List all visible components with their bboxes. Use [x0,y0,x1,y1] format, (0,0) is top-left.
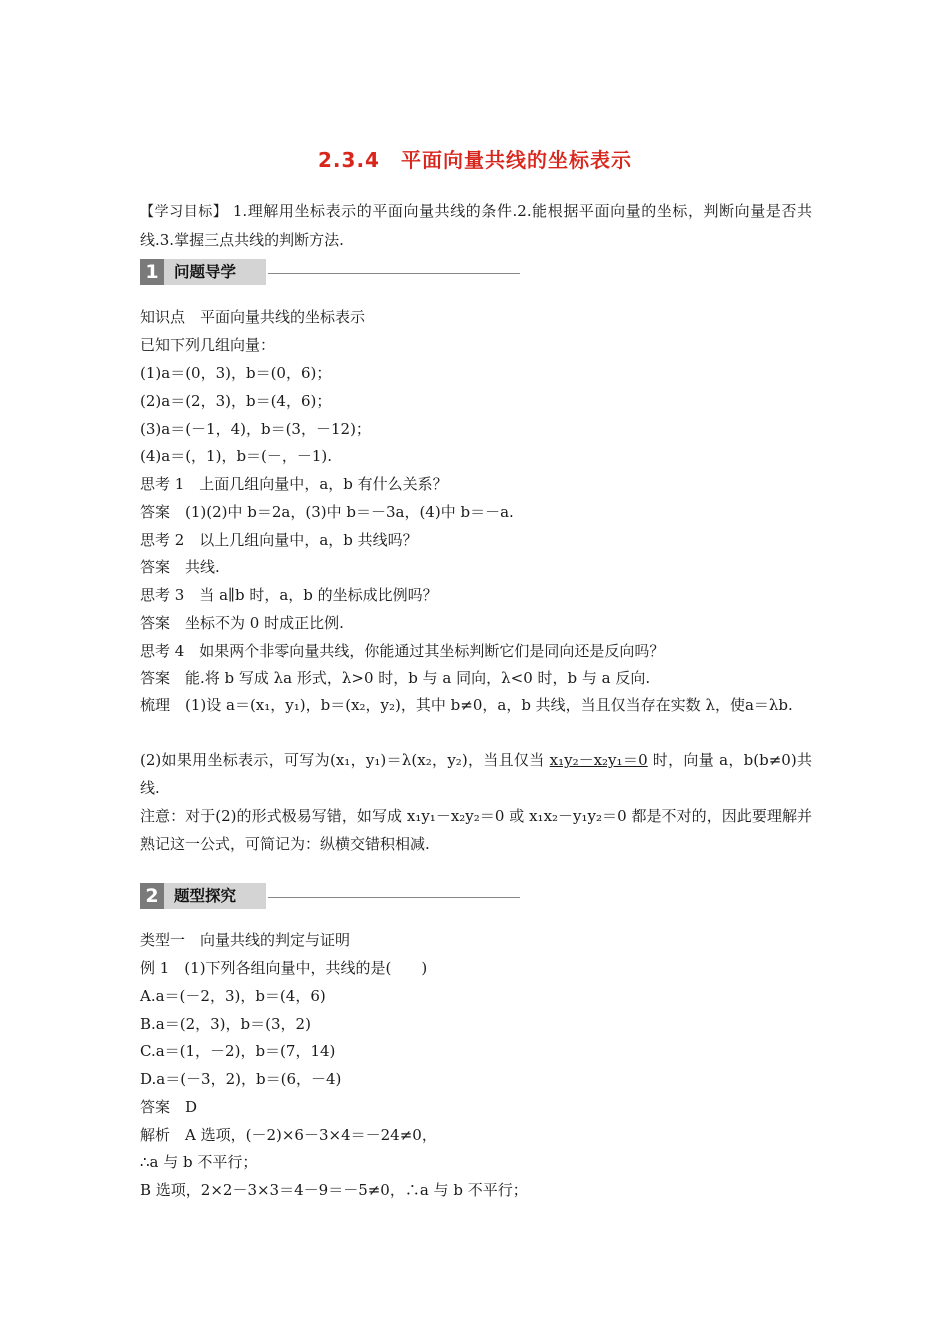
example-1-answer: 答案 D [140,1098,198,1116]
option-c: C.a＝(1，－2)，b＝(7，14) [140,1042,336,1060]
objectives-text: 1.理解用坐标表示的平面向量共线的条件.2.能根据平面向量的坐标，判断向量是否共线.3.掌握三点共线的判断方法. [140,202,812,249]
page-title: 2.3.4 平面向量共线的坐标表示 [318,148,632,172]
section-rule [268,273,520,274]
summary-2-text-end: 时，向量 a，b(b≠0)共线. [140,751,813,797]
option-d: D.a＝(－3，2)，b＝(6，－4) [140,1070,342,1088]
think-question-2: 思考 2 以上几组向量中，a，b 共线吗？ [140,531,418,549]
section-label: 题型探究 [164,883,266,909]
answer-1: 答案 (1)(2)中 b＝2a，(3)中 b＝－3a，(4)中 b＝－a. [140,503,514,521]
text-line: 已知下列几组向量： [140,336,276,354]
answer-2: 答案 共线. [140,558,220,576]
question-type-heading: 类型一 向量共线的判定与证明 [140,931,351,949]
vector-group-1: (1)a＝(0，3)，b＝(0，6)； [140,364,332,382]
option-b: B.a＝(2，3)，b＝(3，2) [140,1015,311,1033]
think-question-1: 思考 1 上面几组向量中，a，b 有什么关系？ [140,475,448,493]
answer-3: 答案 坐标不为 0 时成正比例. [140,614,344,632]
summary-paragraph-2 [140,747,812,802]
think-question-3: 思考 3 当 a∥b 时，a，b 的坐标成比例吗？ [140,586,438,604]
vector-group-3: (3)a＝(－1，4)，b＝(3，－12)； [140,420,371,438]
analysis-line-3: B 选项，2×2－3×3＝4－9＝－5≠0，∴a 与 b 不平行； [140,1181,528,1199]
section-label: 问题导学 [164,259,266,285]
section-rule [268,897,520,898]
objectives-tag: 【学习目标】 [140,204,228,220]
summary-2-text: (2)如果用坐标表示，可写为(x₁，y₁)＝λ(x₂，y₂)，当且仅当 [140,751,550,769]
note-paragraph: 注意：对于(2)的形式极易写错，如写成 x₁y₁－x₂y₂＝0 或 x₁x₂－y₁y₂＝0 都是不对的，因此要理解并熟记这一公式，可简记为：纵横交错积相减. [140,807,812,853]
section-number: 2 [140,883,164,909]
section-number: 1 [140,259,164,285]
fill-in-answer: x₁y₂－x₂y₁＝0 [549,751,648,769]
summary-paragraph-1: 梳理 (1)设 a＝(x₁，y₁)，b＝(x₂，y₂)，其中 b≠0，a，b 共线，当且仅当存在实数 λ，使a＝λb. [140,696,793,714]
analysis-line-1: 解析 A 选项，(－2)×6－3×4＝－24≠0， [140,1126,437,1144]
learning-objectives [140,198,812,254]
think-question-4: 思考 4 如果两个非零向量共线，你能通过其坐标判断它们是同向还是反向吗？ [140,642,665,660]
answer-4: 答案 能.将 b 写成 λa 形式，λ>0 时，b 与 a 同向，λ<0 时，b 与 a 反向. [140,669,651,687]
vector-group-4: (4)a＝(，1)，b＝(－，－1). [140,447,333,465]
vector-group-2: (2)a＝(2，3)，b＝(4，6)； [140,392,332,410]
example-1-question: 例 1 (1)下列各组向量中，共线的是( ) [140,959,428,977]
knowledge-point-heading: 知识点 平面向量共线的坐标表示 [140,308,366,326]
analysis-line-2: ∴a 与 b 不平行； [140,1153,258,1171]
option-a: A.a＝(－2，3)，b＝(4，6) [140,987,326,1005]
